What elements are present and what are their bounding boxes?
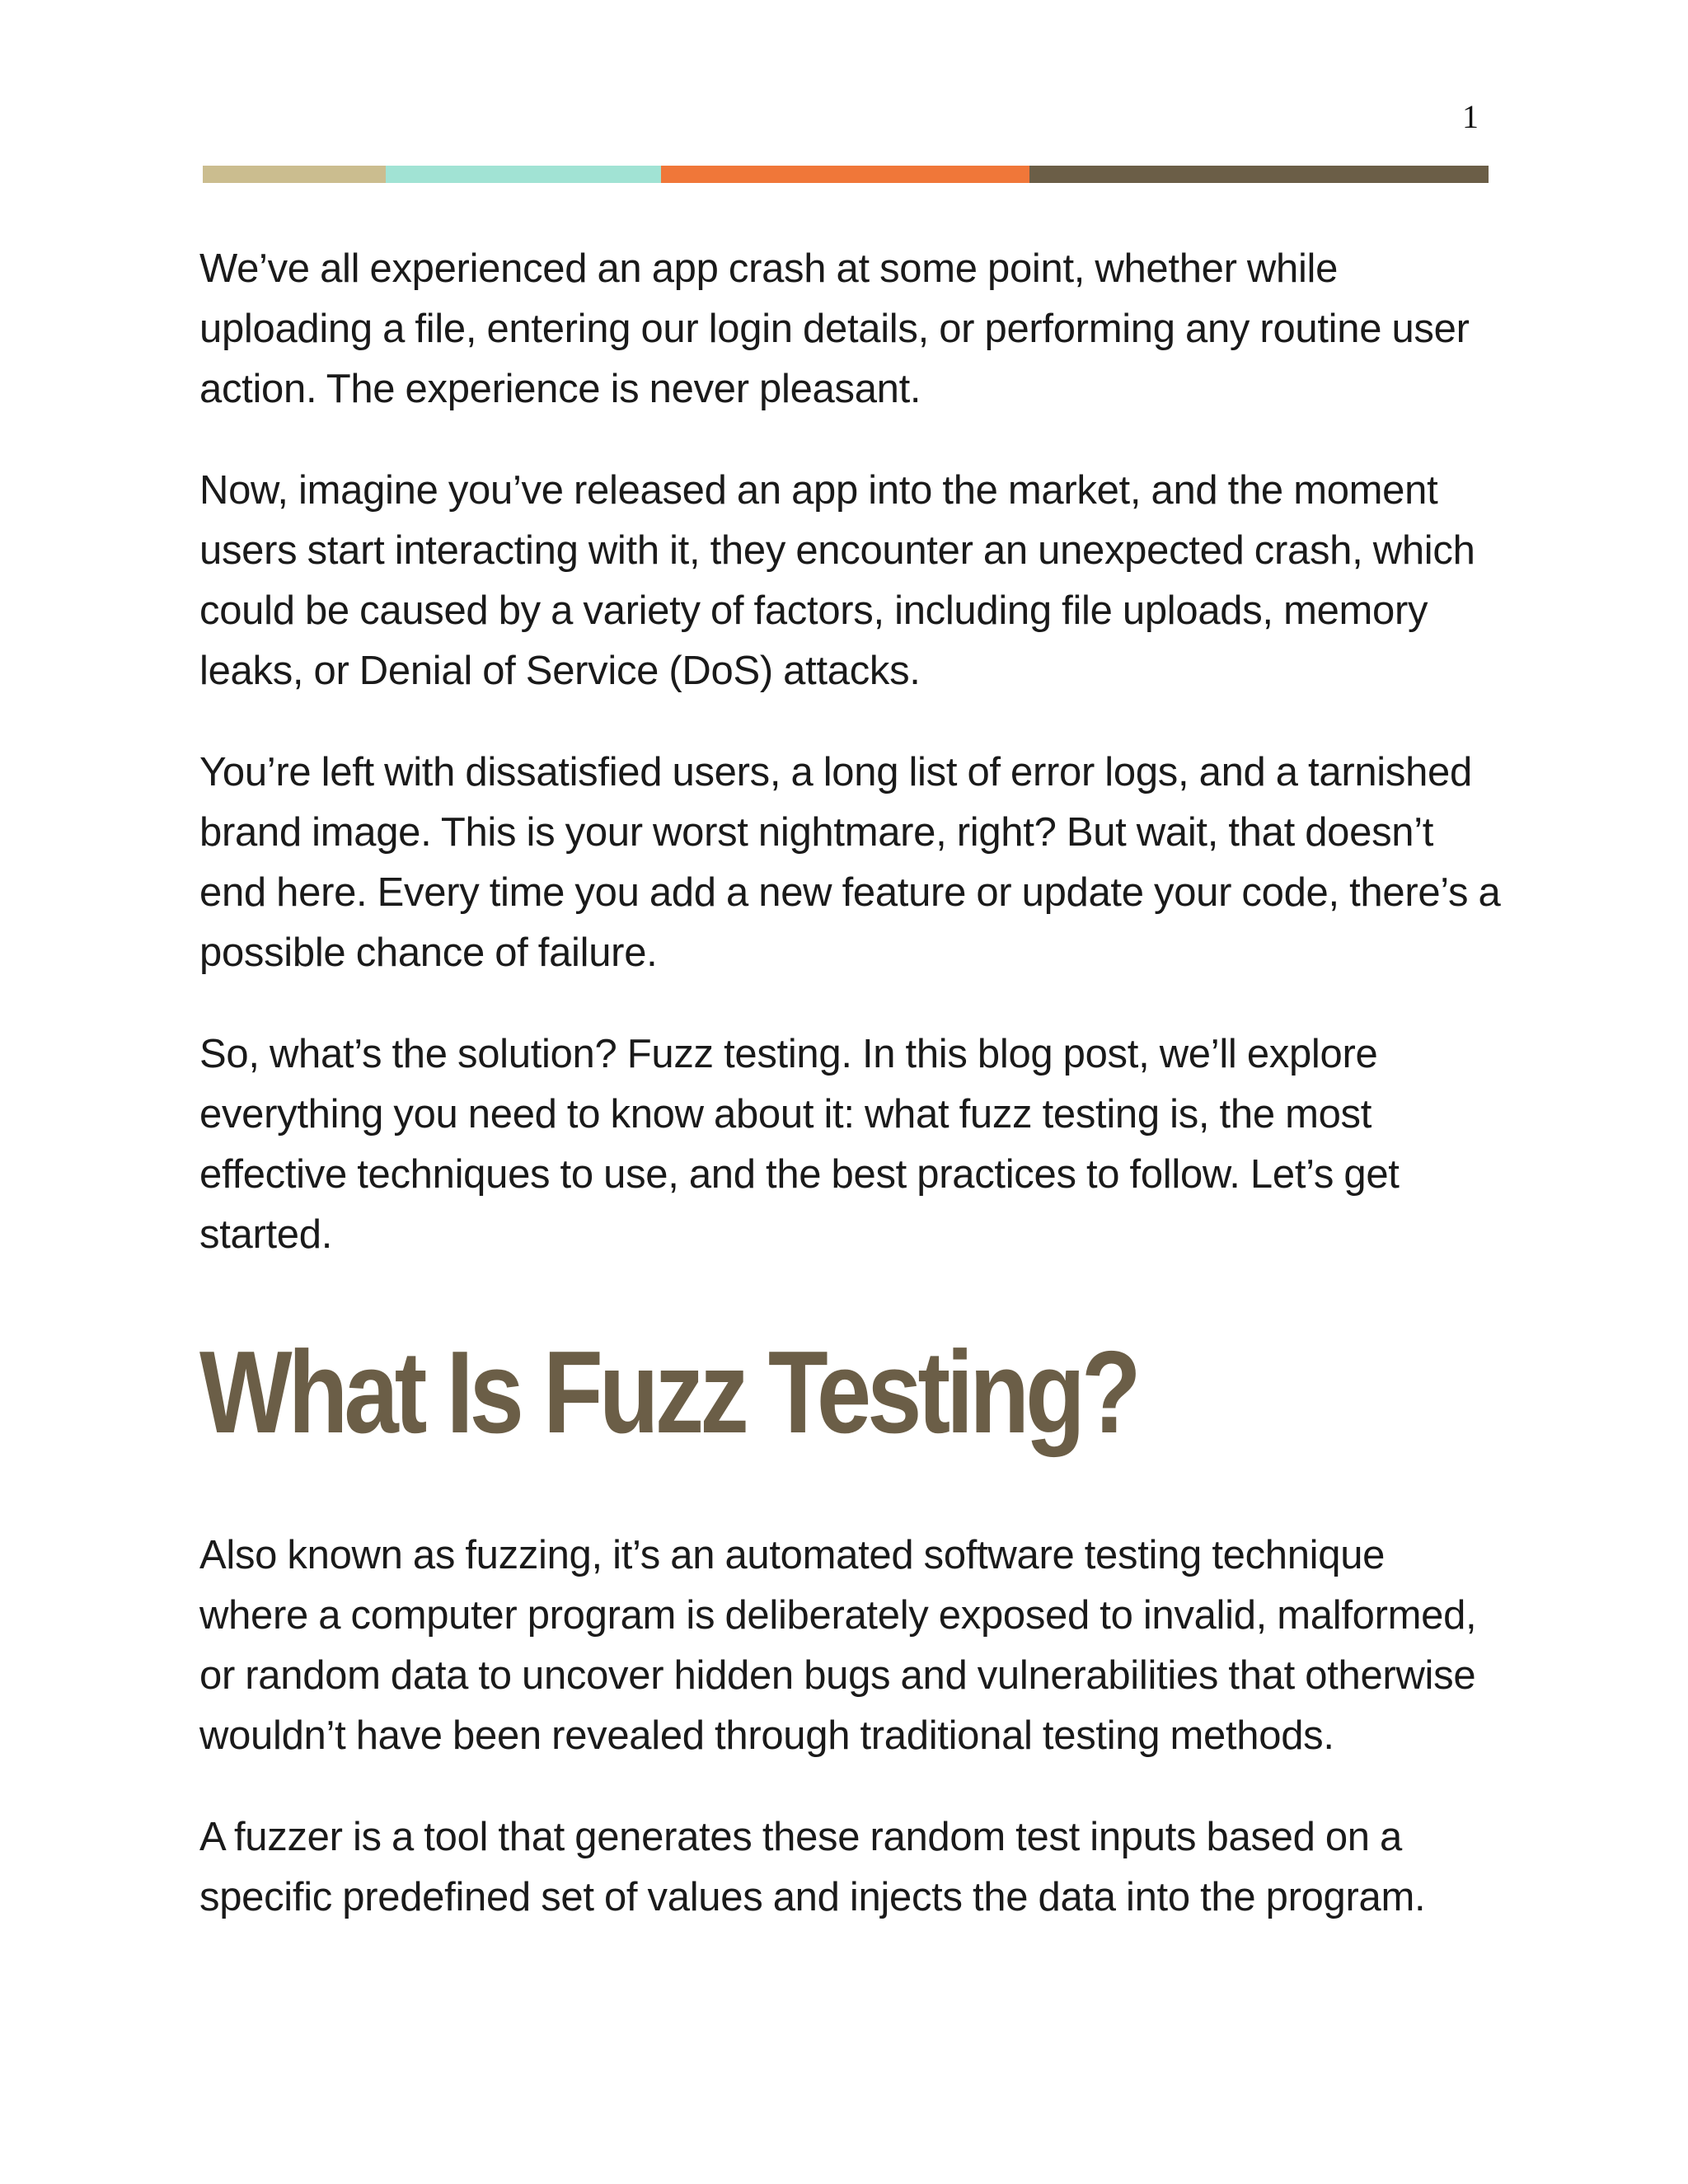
paragraph: A fuzzer is a tool that generates these random test inputs based on a specific predefined set of values and injects the data into the program. (199, 1815, 1426, 1919)
section-heading: What Is Fuzz Testing? (199, 1327, 1137, 1458)
paragraph: We’ve all experienced an app crash at some point, whether while uploading a file, entering our login details, or performing any routine user action. The experience is never pleasant. (199, 246, 1470, 411)
color-bar-segment (386, 166, 661, 183)
color-bar-segment (203, 166, 386, 183)
paragraph: You’re left with dissatisfied users, a long list of error logs, and a tarnished brand image. This is your worst nightmare, right? But wait, that doesn’t end here. Every time you add a new feature or update your code, there’s a possible chance of failure. (199, 750, 1501, 975)
paragraph: Now, imagine you’ve released an app into the market, and the moment users start interacting with it, they encounter an unexpected crash, which could be caused by a variety of factors, including file uploads, memory leaks, or Denial of Service (DoS) attacks. (199, 468, 1475, 693)
paragraph: So, what’s the solution? Fuzz testing. In this blog post, we’ll explore everything you need to know about it: what fuzz testing is, the most effective techniques to use, and the best practices to follow. Let’s get started. (199, 1032, 1400, 1257)
color-bar-segment (1029, 166, 1489, 183)
paragraph: Also known as fuzzing, it’s an automated software testing technique where a computer program is deliberately exposed to invalid, malformed, or random data to uncover hidden bugs and vulnerabilities that otherwise wouldn’t have been revealed through traditional testing methods. (199, 1533, 1477, 1758)
header-color-bar (203, 166, 1489, 183)
article-body (199, 239, 1502, 1969)
page-number: 1 (1462, 98, 1479, 135)
color-bar-segment (661, 166, 1029, 183)
